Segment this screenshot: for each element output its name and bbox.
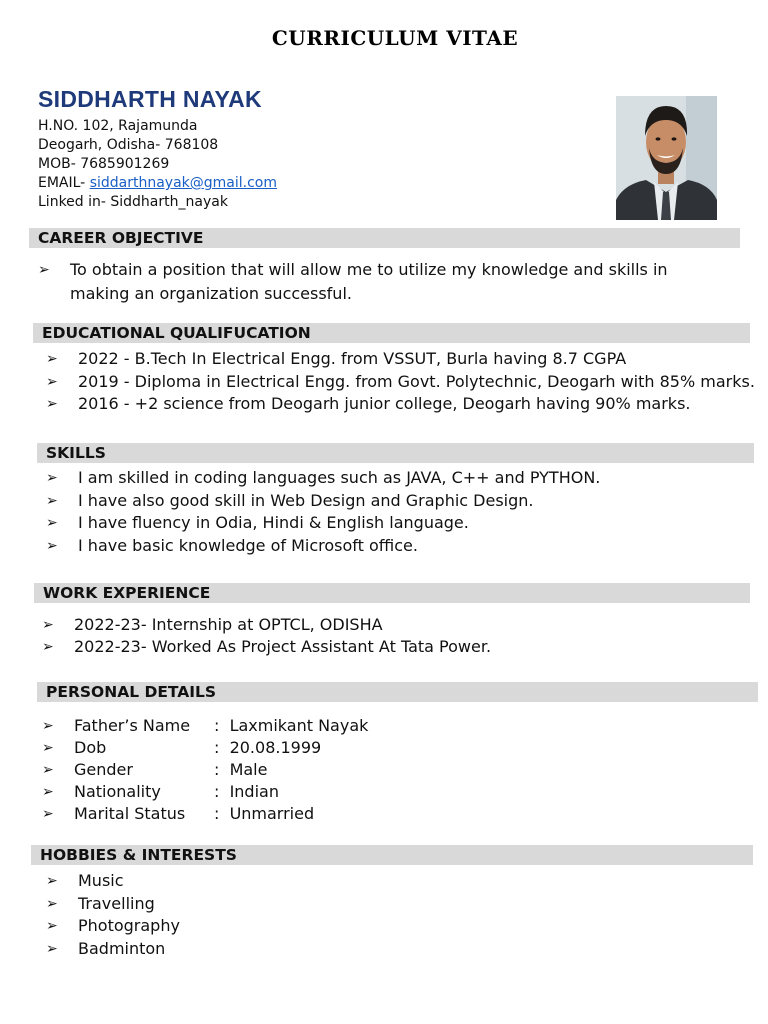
email-label: EMAIL- <box>38 175 90 191</box>
list-item <box>46 490 746 513</box>
detail-label: Marital Status <box>74 804 186 823</box>
list-item <box>46 371 761 394</box>
linkedin-line: Linked in- Siddharth_nayak <box>38 194 228 210</box>
career-objective-list <box>38 258 738 306</box>
detail-value: Male <box>229 760 268 779</box>
list-item <box>42 737 742 759</box>
section-career-objective: CAREER OBJECTIVE <box>29 228 740 248</box>
detail-separator: : <box>214 760 220 779</box>
list-item <box>46 893 446 916</box>
arrowhead-bullet-icon: ➢ <box>42 617 54 633</box>
list-item <box>46 870 446 893</box>
personal-details-list <box>42 715 742 825</box>
detail-separator: : <box>214 804 220 823</box>
arrowhead-bullet-icon: ➢ <box>46 940 58 957</box>
detail-separator: : <box>214 716 220 735</box>
arrowhead-bullet-icon: ➢ <box>46 351 58 367</box>
education-item-text: 2022 - B.Tech In Electrical Engg. from VSSUT, Burla having 8.7 CGPA <box>78 349 627 368</box>
list-item <box>46 938 446 961</box>
contact-block <box>38 117 277 212</box>
list-item <box>46 915 446 938</box>
candidate-name: SIDDHARTH NAYAK <box>38 86 262 112</box>
detail-separator: : <box>214 782 220 801</box>
list-item <box>42 715 742 737</box>
hobby-item-text: Music <box>78 871 124 890</box>
address-line-2: Deogarh, Odisha- 768108 <box>38 137 219 153</box>
section-personal-details: PERSONAL DETAILS <box>37 682 758 702</box>
detail-label: Father’s Name <box>74 716 191 735</box>
list-item <box>42 614 742 636</box>
list-item <box>46 512 746 535</box>
arrowhead-bullet-icon: ➢ <box>46 515 58 531</box>
section-skills: SKILLS <box>37 443 754 463</box>
list-item <box>46 535 746 558</box>
arrowhead-bullet-icon: ➢ <box>46 918 58 934</box>
list-item <box>42 803 742 825</box>
profile-photo <box>616 96 717 220</box>
arrowhead-bullet-icon: ➢ <box>46 537 58 554</box>
list-item <box>42 781 742 803</box>
skill-item-text: I am skilled in coding languages such as JAVA, C++ and PYTHON. <box>78 468 601 487</box>
hobby-item-text: Badminton <box>78 938 166 958</box>
address-line-1: H.NO. 102, Rajamunda <box>38 118 198 134</box>
document-title: CURRICULUM VITAE <box>271 26 519 50</box>
arrowhead-bullet-icon: ➢ <box>46 470 58 486</box>
detail-label: Dob <box>74 738 107 757</box>
education-item-text: 2019 - Diploma in Electrical Engg. from Govt. Polytechnic, Deogarh with 85% marks. <box>78 371 755 391</box>
section-hobbies: HOBBIES & INTERESTS <box>31 845 753 865</box>
email-line <box>38 174 277 193</box>
education-list <box>46 348 761 416</box>
list-item <box>42 636 742 658</box>
list-item <box>42 759 742 781</box>
list-item <box>46 348 761 371</box>
email-link[interactable]: siddarthnayak@gmail.com <box>89 175 277 191</box>
section-education: EDUCATIONAL QUALIFUCATION <box>33 323 750 343</box>
detail-separator: : <box>214 738 220 757</box>
hobby-item-text: Travelling <box>78 893 155 913</box>
skills-list <box>46 467 746 557</box>
work-item-text: 2022-23- Internship at OPTCL, ODISHA <box>74 615 383 634</box>
arrowhead-bullet-icon: ➢ <box>42 718 54 734</box>
skill-item-text: I have fluency in Odia, Hindi & English language. <box>78 513 469 532</box>
arrowhead-bullet-icon: ➢ <box>46 492 58 509</box>
objective-line-2: making an organization successful. <box>70 284 352 303</box>
detail-label: Gender <box>74 760 133 779</box>
hobby-item-text: Photography <box>78 916 180 935</box>
skill-item-text: I have basic knowledge of Microsoft office. <box>78 535 418 555</box>
mobile-number: MOB- 7685901269 <box>38 156 170 172</box>
arrowhead-bullet-icon: ➢ <box>42 784 54 800</box>
skill-item-text: I have also good skill in Web Design and Graphic Design. <box>78 490 534 510</box>
detail-value: Indian <box>229 782 279 801</box>
arrowhead-bullet-icon: ➢ <box>46 373 58 390</box>
arrowhead-bullet-icon: ➢ <box>38 262 50 278</box>
list-item <box>38 258 738 306</box>
arrowhead-bullet-icon: ➢ <box>46 396 58 412</box>
arrowhead-bullet-icon: ➢ <box>46 895 58 912</box>
arrowhead-bullet-icon: ➢ <box>42 762 54 778</box>
objective-line-1: To obtain a position that will allow me to utilize my knowledge and skills in <box>70 260 668 279</box>
detail-value: Unmarried <box>229 804 315 823</box>
section-work-experience: WORK EXPERIENCE <box>34 583 750 603</box>
arrowhead-bullet-icon: ➢ <box>42 806 54 822</box>
education-item-text: 2016 - +2 science from Deogarh junior college, Deogarh having 90% marks. <box>78 394 691 413</box>
list-item <box>46 467 746 490</box>
detail-value: Laxmikant Nayak <box>229 716 369 735</box>
list-item <box>46 393 761 416</box>
detail-value: 20.08.1999 <box>229 738 322 757</box>
arrowhead-bullet-icon: ➢ <box>42 639 54 655</box>
hobbies-list <box>46 870 446 960</box>
work-item-text: 2022-23- Worked As Project Assistant At Tata Power. <box>74 637 492 656</box>
arrowhead-bullet-icon: ➢ <box>46 873 58 889</box>
arrowhead-bullet-icon: ➢ <box>42 740 54 756</box>
work-experience-list <box>42 614 742 658</box>
detail-label: Nationality <box>74 782 161 801</box>
